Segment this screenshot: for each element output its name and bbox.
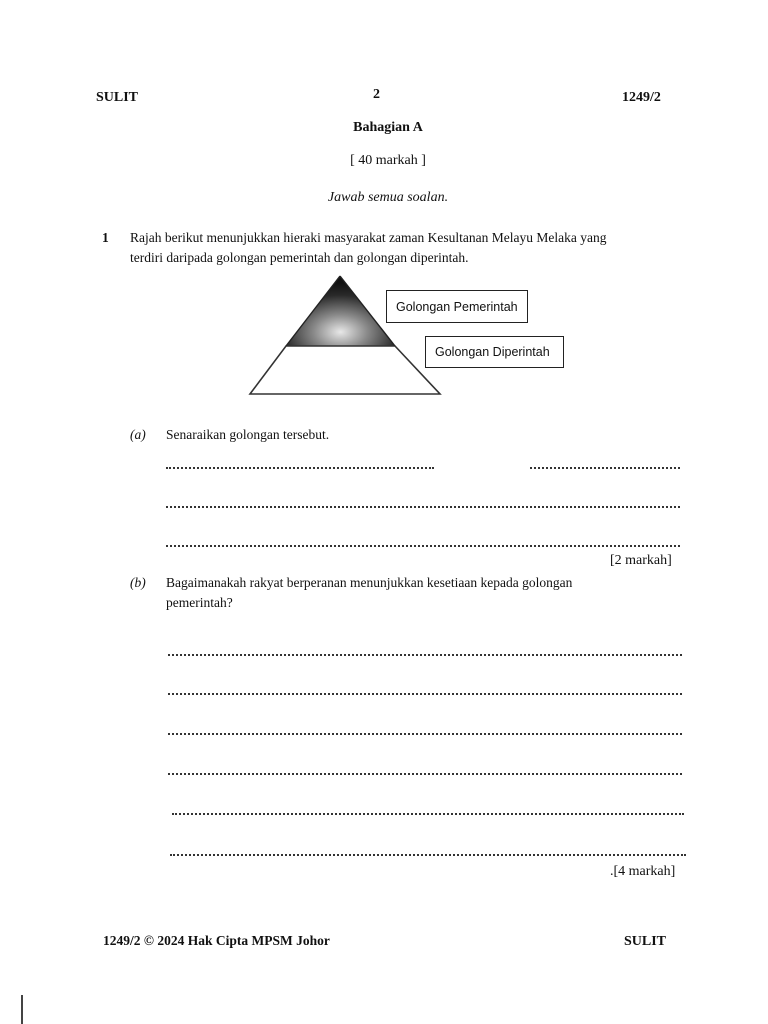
question-stem	[130, 228, 690, 268]
part-b-marks	[610, 864, 675, 880]
answer-line-b1	[168, 654, 682, 656]
part-a-marks	[610, 553, 672, 569]
section-instruction: Jawab semua soalan.	[327, 190, 449, 205]
answer-line-b3	[168, 733, 682, 735]
part-a-marks-text: [2 markah]	[610, 553, 672, 568]
answer-line-a3	[166, 545, 680, 547]
label-golongan-diperintah: Golongan Diperintah	[425, 336, 564, 368]
paper-code: 1249/2	[622, 90, 661, 105]
answer-line-a1	[166, 467, 434, 469]
part-a-label: (a)	[130, 427, 146, 442]
part-a-question: Senaraikan golongan tersebut.	[166, 427, 330, 442]
scan-edge-mark	[21, 995, 23, 1024]
answer-line-a1b	[530, 467, 680, 469]
answer-line-a2	[166, 506, 680, 508]
part-b-label: (b)	[130, 575, 146, 590]
part-b-question-line-1: Bagaimanakah rakyat berperanan menunjukkan kesetiaan kepada golongan	[166, 575, 573, 590]
answer-line-b4	[168, 773, 682, 775]
part-b-marks-text: .[4 markah]	[610, 864, 676, 879]
question-number: 1	[102, 230, 109, 245]
page-number: 2	[373, 87, 380, 102]
label-golongan-pemerintah: Golongan Pemerintah	[386, 290, 528, 323]
answer-line-b6	[170, 854, 686, 856]
header-sulit: SULIT	[96, 90, 139, 105]
part-b-question-line-2: pemerintah?	[166, 595, 233, 610]
part-b-question	[166, 573, 666, 613]
section-marks-text: [ 40 markah ]	[350, 153, 426, 168]
answer-line-b2	[168, 693, 682, 695]
answer-line-b5	[172, 813, 684, 815]
section-title: Bahagian A	[353, 120, 423, 135]
footer-sulit: SULIT	[624, 934, 667, 949]
footer-copyright: 1249/2 © 2024 Hak Cipta MPSM Johor	[103, 933, 330, 948]
pyramid-top-section	[286, 276, 395, 346]
section-marks	[300, 153, 476, 169]
question-stem-line-1: Rajah berikut menunjukkan hieraki masyarakat zaman Kesultanan Melayu Melaka yang	[130, 230, 607, 245]
question-stem-line-2: terdiri daripada golongan pemerintah dan golongan diperintah.	[130, 250, 469, 265]
pyramid-bottom-section	[250, 346, 440, 394]
